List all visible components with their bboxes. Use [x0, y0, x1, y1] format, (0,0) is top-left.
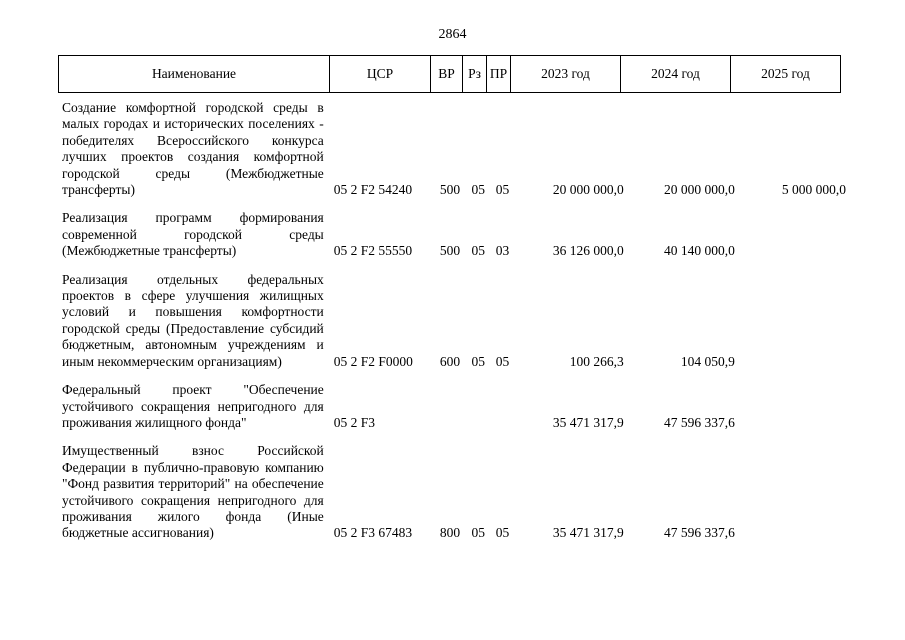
row-2023: 100 266,3 — [569, 353, 624, 369]
row-2023: 20 000 000,0 — [552, 182, 624, 198]
table-row — [58, 269, 848, 379]
row-rz: 05 — [471, 353, 485, 369]
row-pr — [490, 379, 514, 440]
row-csr: 05 2 F2 55550 — [333, 243, 413, 259]
header-pr: ПР — [487, 56, 511, 93]
row-pr: 05 — [495, 525, 510, 541]
page-number: 2864 — [438, 27, 467, 42]
table-row — [58, 440, 848, 550]
row-rz: 05 — [471, 525, 485, 541]
row-2025 — [737, 269, 848, 379]
row-vr: 500 — [439, 182, 461, 198]
header-2023: 2023 год — [511, 56, 621, 93]
row-vr — [434, 379, 466, 440]
row-pr: 05 — [495, 182, 510, 198]
row-name: Имущественный взнос Российской Федерации в публично-правовую компанию "Фонд развития территорий" на обеспечение устойчивого сокращения непригодного для проживания жилого фонда (Иные бюджетные ассигнования) — [62, 443, 324, 541]
row-pr: 05 — [495, 353, 510, 369]
row-pr: 03 — [495, 243, 510, 259]
row-2024: 47 596 337,6 — [663, 525, 735, 541]
row-2025: 5 000 000,0 — [781, 182, 846, 198]
table-row — [58, 379, 848, 440]
header-rz: Рз — [463, 56, 487, 93]
header-csr: ЦСР — [330, 56, 431, 93]
row-2025 — [737, 440, 848, 550]
row-rz: 05 — [471, 182, 485, 198]
row-vr: 600 — [439, 353, 461, 369]
row-csr: 05 2 F2 54240 — [333, 182, 413, 198]
budget-table-body — [58, 97, 848, 551]
row-2024: 40 140 000,0 — [663, 243, 735, 259]
row-2023: 35 471 317,9 — [552, 525, 624, 541]
row-2024: 104 050,9 — [680, 353, 735, 369]
row-2025 — [737, 207, 848, 268]
row-rz: 05 — [471, 243, 485, 259]
row-name: Создание комфортной городской среды в малых городах и исторических поселениях - победителях Всероссийского конкурса лучших проектов создания комфортной городской среды (Межбюджетные трансферты) — [62, 100, 324, 198]
row-2025 — [737, 379, 848, 440]
header-2024: 2024 год — [621, 56, 731, 93]
header-vr: ВР — [431, 56, 463, 93]
row-csr: 05 2 F3 — [333, 414, 376, 430]
row-name: Реализация отдельных федеральных проектов в сфере улучшения жилищных условий и повышения комфортности городской среды (Предоставление субсидий бюджетным, автономным учреждениям и иным некоммерческим организациям) — [62, 271, 324, 369]
row-vr: 500 — [439, 243, 461, 259]
row-2023: 35 471 317,9 — [552, 414, 624, 430]
header-name: Наименование — [59, 56, 330, 93]
table-row — [58, 207, 848, 268]
table-row — [58, 97, 848, 207]
row-csr: 05 2 F3 67483 — [333, 525, 413, 541]
row-csr: 05 2 F2 F0000 — [333, 353, 413, 369]
header-2025: 2025 год — [731, 56, 841, 93]
row-2024: 47 596 337,6 — [663, 414, 735, 430]
row-vr: 800 — [439, 525, 461, 541]
row-rz — [466, 379, 490, 440]
row-name: Федеральный проект "Обеспечение устойчивого сокращения непригодного для проживания жилищного фонда" — [62, 382, 324, 430]
row-2024: 20 000 000,0 — [663, 182, 735, 198]
table-header — [58, 55, 841, 93]
row-name: Реализация программ формирования современной городской среды (Межбюджетные трансферты) — [62, 210, 324, 259]
row-2023: 36 126 000,0 — [552, 243, 624, 259]
